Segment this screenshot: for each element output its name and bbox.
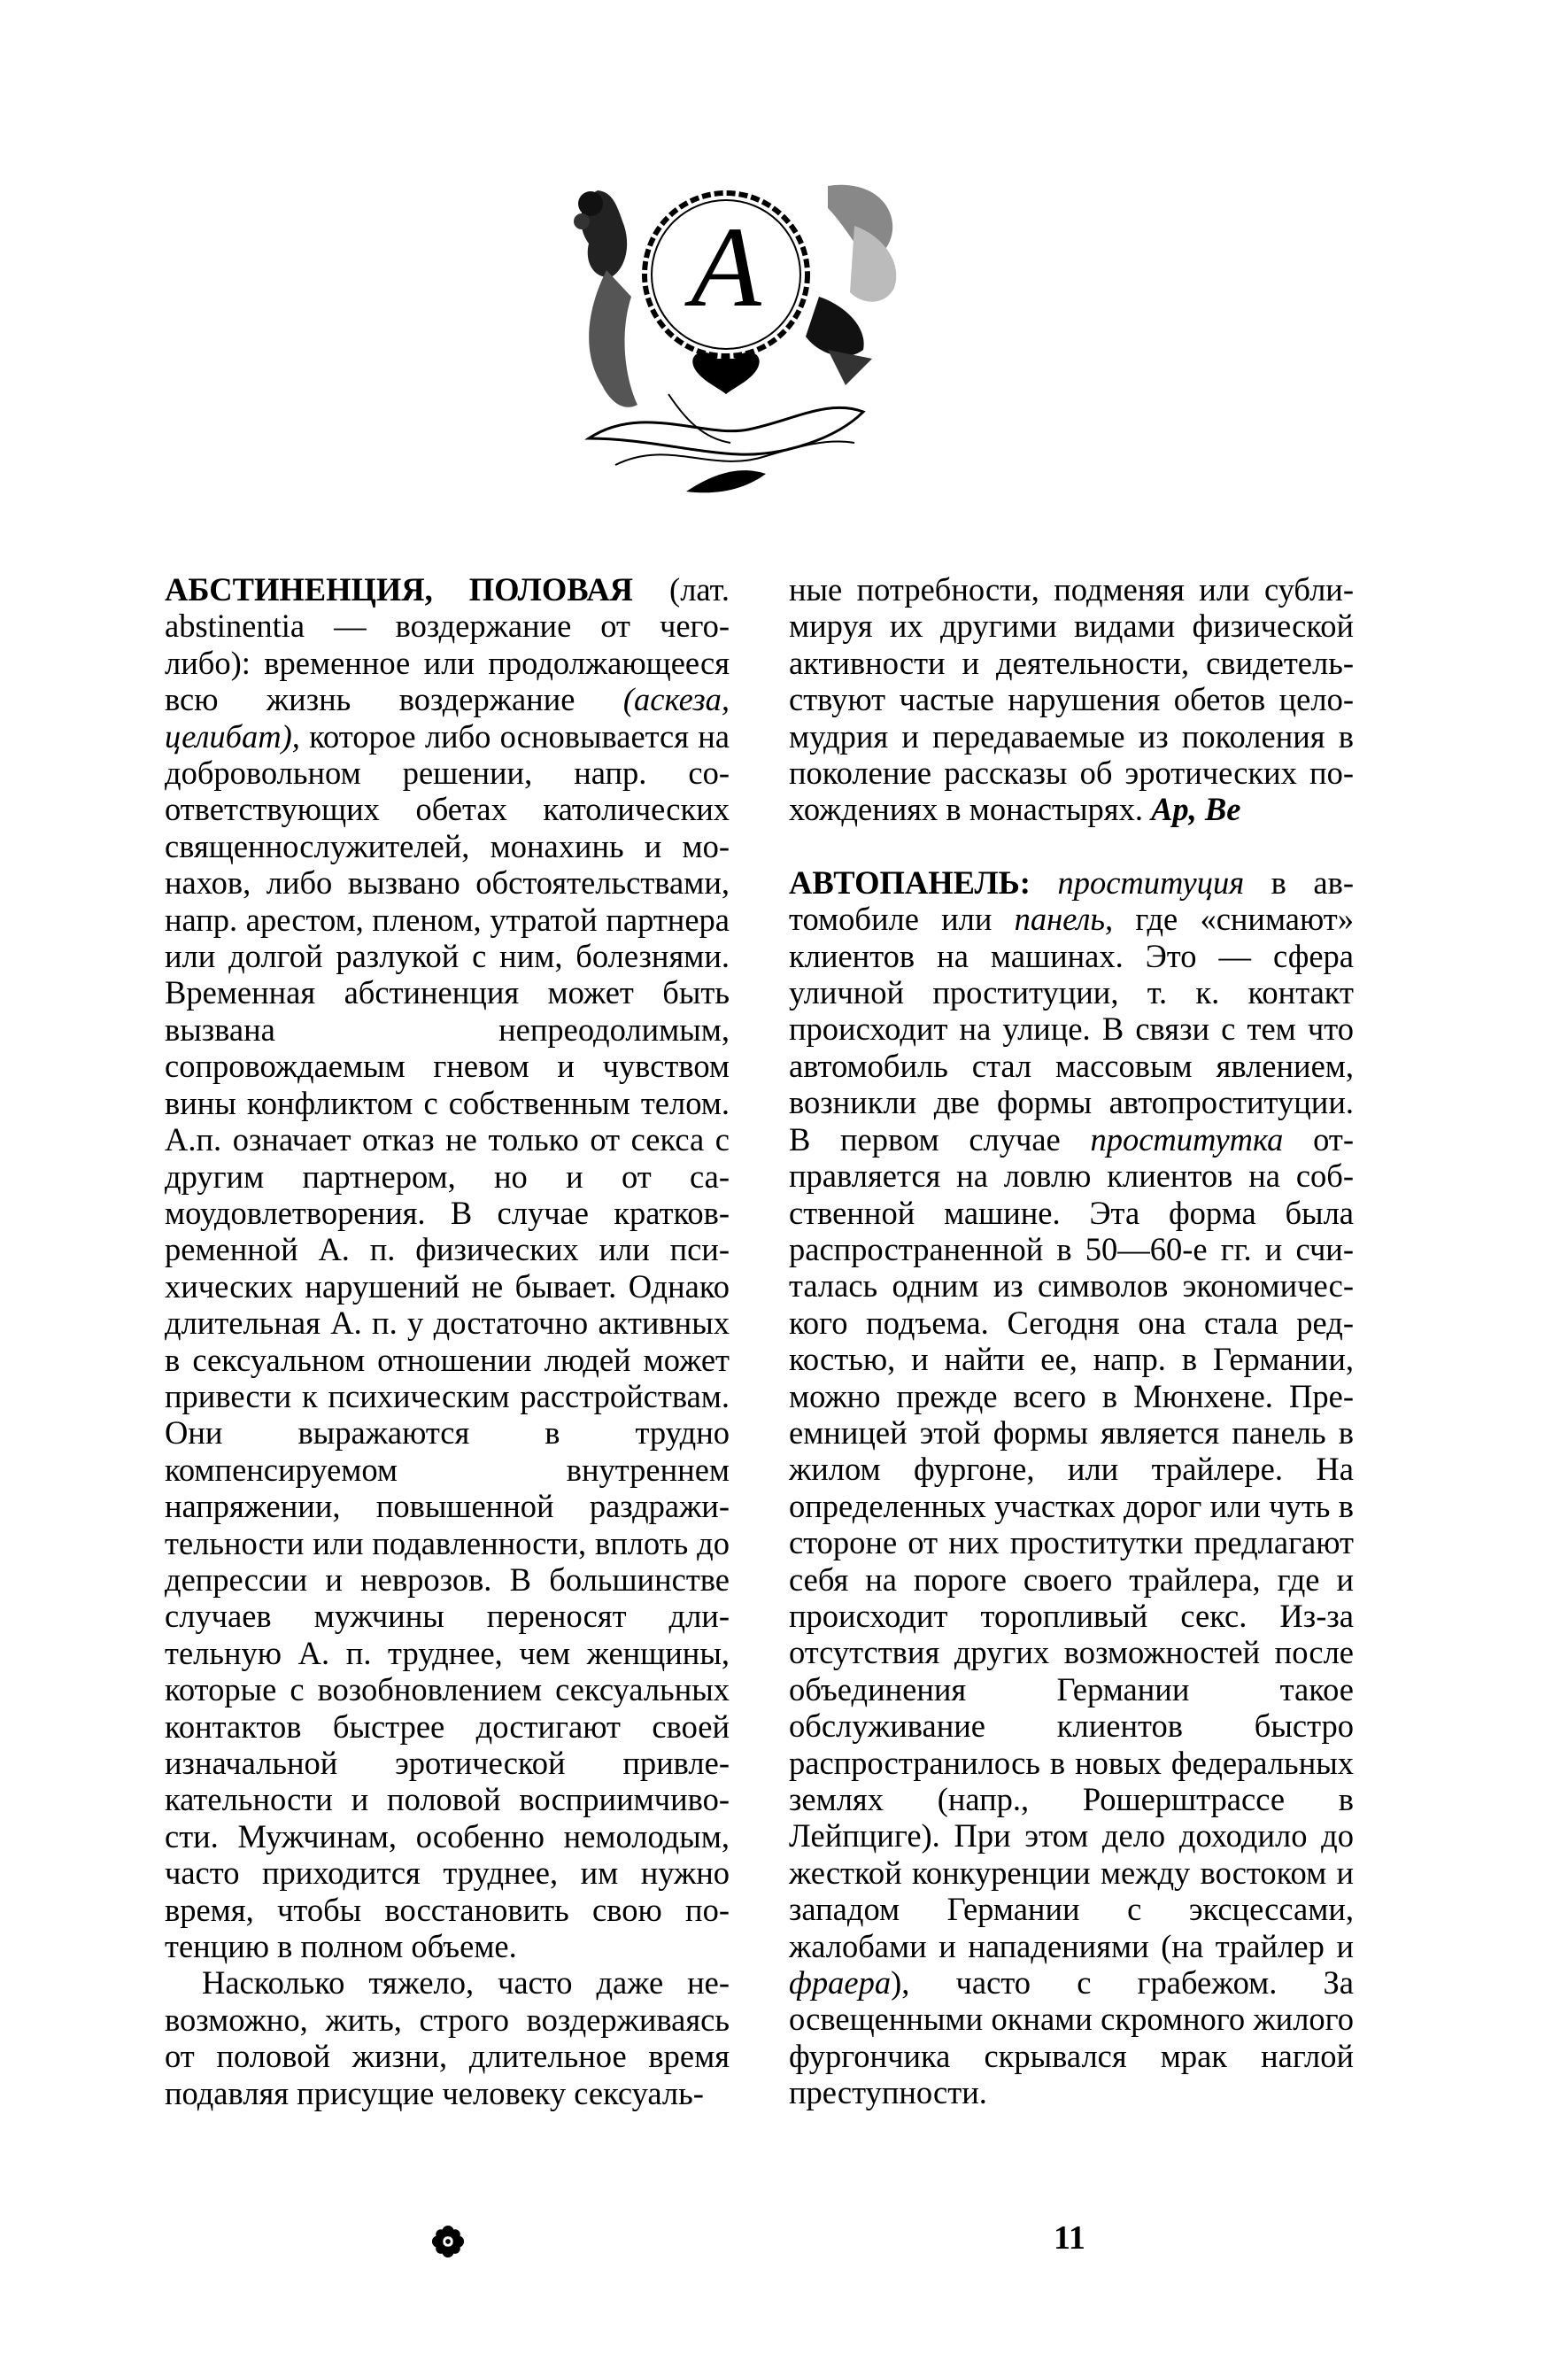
entry-text: где «снимают» клиентов на машинах. Это — сфера уличной проституции, т. к. контакт происходит на улице. В связи с тем что автомобиль стал массовым явлением, возникли две формы автопроституции. В первом случае [789,901,1354,1158]
entry-continuation [789,571,1354,828]
ornament-letter: А [691,204,761,331]
entry-abstinence [165,571,730,1964]
page-number: 11 [1054,2219,1085,2257]
entry-autopanel [789,864,1354,2111]
entry-italic-ref: проститутка [1090,1120,1284,1158]
entry-text: которое либо основывается на добровольном решении, напр. соответствующих обетах католических священнослужителей, монахинь и монахов, либо вызвано обстоятельствами, напр. арестом, пленом, утратой партнера или долгой разлукой с ним, болезнями. Временная абстиненция может быть вызвана непреодолимым, сопровождаемым гневом и чувством вины конфликтом с собственным телом. А.п. означает отказ не только от секса с другим партнером, но и от самоудовлетворения. В случае кратковременной А. п. физических или психических нарушений не бывает. Однако длительная А. п. у достаточно активных в сексуальном отношении людей может привести к психическим расстройствам. Они выражаются в трудно компенсируемом внутреннем напряжении, повышенной раздражительности или подавленности, вплоть до депрессии и неврозов. В большинстве случаев мужчины переносят длительную А. п. труднее, чем женщины, которые с возобновлением сексуальных контактов быстрее достигают своей изначальной эротической привлекательности и половой восприимчивости. Мужчинам, особенно немолодым, часто приходится труднее, им нужно время, чтобы восстановить свою потенцию в полном объеме. [165,717,730,1965]
initial-letter-ornament-icon [562,173,916,500]
entry-paragraph: Насколько тяжело, часто даже невозможно, жить, строго воздерживаясь от половой жизни, длительное время подавляя присущие человеку сексуаль- [165,1964,730,2111]
flower-ornament-icon [431,2225,465,2258]
entry-headword: АВТОПАНЕЛЬ: [789,863,1031,901]
entry-references: Ap, Be [1151,791,1241,828]
right-column [789,571,1354,2111]
entry-text: в автомобиле или [789,863,1355,938]
entry-text: отправляется на ловлю клиентов на собственной машине. Эта форма была распространенной в 50—60-е гг. и считалась одним из символов экономического подъема. Сегодня она стала редкостью, и найти ее, напр. в Германии, можно прежде всего в Мюнхене. Преемницей этой формы является панель в жилом фургоне, или трайлере. На определенных участках дорог или чуть в стороне от них проститутки предлагают себя на пороге своего трайлера, где и происходит торопливый секс. Из-за отсутствия других возможностей после объединения Германии такое обслуживание клиентов быстро распространилось в новых федеральных землях (напр., Рошерштрассе в Лейпциге). При этом дело доходило до жесткой конкуренции между востоком и западом Германии с эксцессами, жалобами и нападениями (на трайлер и [789,1120,1354,1964]
entry-italic-ref: проституция [1057,863,1245,901]
entry-headword: АБСТИНЕНЦИЯ, ПОЛОВАЯ [165,571,634,608]
entry-text: ные потребности, подменяя или сублимируя их другими видами физической активности и деятельности, свидетельствуют частые нарушения обетов целомудрия и передаваемые из поколения в поколение рассказы об эротических похождениях в монастырях. [789,571,1354,828]
entry-spacer [789,828,1354,864]
entry-text: (лат. abstinentia — воздержание от чего-либо): временное или продолжающееся всю жизнь воздержание [165,571,730,718]
entry-text: ), часто с грабежом. За освещенными окнами скромного жилого фургончика скрывался мрак наглой преступности. [789,1964,1354,2111]
left-column [165,571,730,2111]
entry-italic-ref: панель, [1014,901,1114,938]
entry-italic-ref: фраера [789,1964,892,2002]
entry-italic-ref: (аскеза, целибат), [165,681,730,755]
